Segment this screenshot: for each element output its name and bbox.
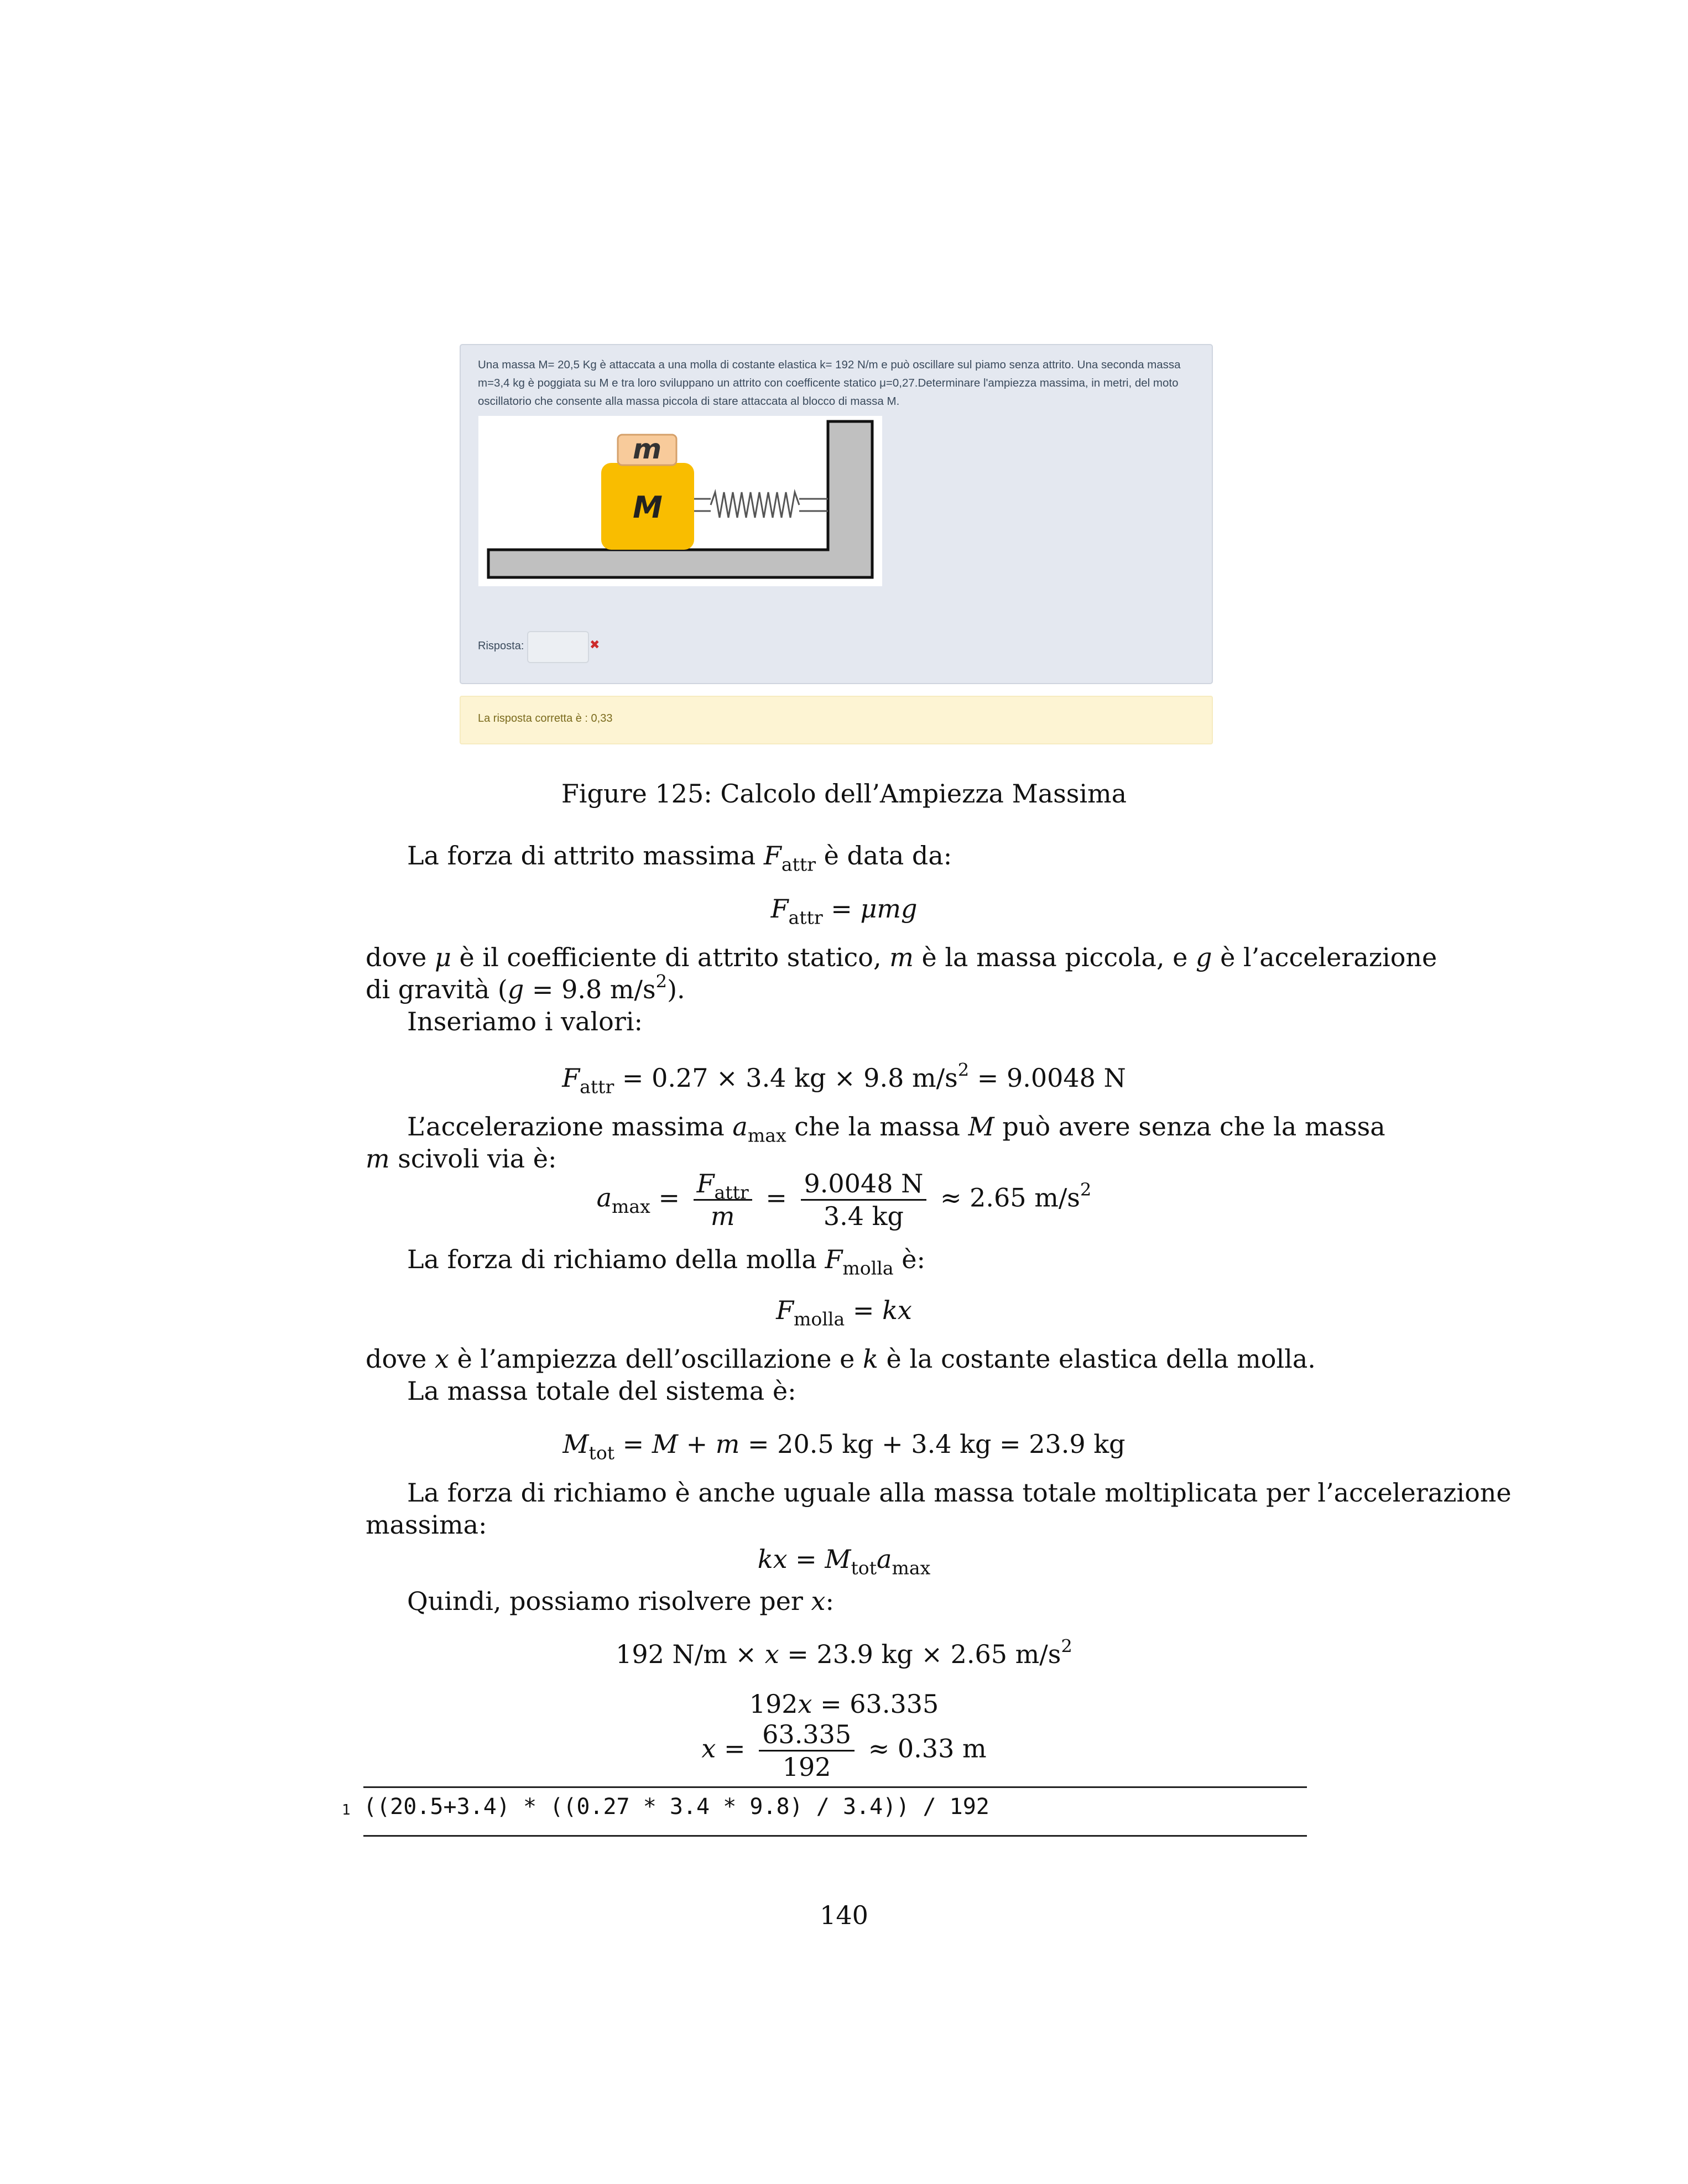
equation-product: 192x = 63.335 [749,1689,939,1719]
paragraph-1: La forza di attrito massima $F_{attr}$ è data da: [407,841,952,875]
page-number: 140 [820,1900,868,1930]
paragraph-7: La massa totale del sistema è: [407,1376,796,1406]
code-line-number: 1 [342,1802,351,1818]
spring-mass-diagram [478,416,882,586]
small-mass-label: m [632,433,662,465]
question-text: Una massa M= 20,5 Kg è attaccata a una molla di costante elastica k= 192 N/m e può oscillare sul piamo senza attrito. Una seconda massa m=3,4 kg è poggiata su M e tra loro sviluppano un attrito con coefficente statico μ=0,27.Determinare l'ampiezza massima, in metri, del moto oscillatorio che consente alla massa piccola di stare attaccata al blocco di massa M. [478,358,1181,408]
paragraph-8: La forza di richiamo è anche uguale alla massa totale moltiplicata per l’accelerazione [407,1478,1512,1508]
equation-friction-values: $F_{attr} = 0.27 \times 3.4$ kg × 9.8 $m/s^2 = 9.0048$ N [562,1059,1126,1098]
paragraph-8b: massima: [366,1510,487,1540]
spring [694,492,828,518]
equation-spring: $F_{molla}$ = kx [776,1295,912,1330]
equation-result: x = $\frac{63.335}{192}$ ≈ 0.33 m [701,1719,987,1782]
paragraph-2: dove μ è il coefficiente di attrito statico, m è la massa piccola, e g è l’accelerazione di gravità (g = 9.8 $m/s^2$). [366,942,1437,1004]
equation-balance: kx = $M_{tot}a_{max}$ [757,1544,931,1579]
equation-substitution: 192 N/m × x = 23.9 kg × 2.65 $m/s^2$ [616,1635,1072,1669]
paragraph-4b: m scivoli via è: [366,1144,557,1174]
close-icon: ✖ [590,638,600,652]
answer-label: Risposta: [478,640,524,652]
feedback-text: La risposta corretta è : 0,33 [478,712,613,724]
paragraph-9: Quindi, possiamo risolvere per x: [407,1586,834,1616]
paragraph-5: La forza di richiamo della molla $F_{molla}$ è: [407,1244,925,1279]
big-mass-label: M [633,490,663,525]
code-bottom-rule [363,1835,1307,1837]
answer-input[interactable] [527,631,589,663]
equation-acceleration: $a_{max}$ = $\frac{F_{attr}}{m}$ = $\frac{9.0048 N}{3.4 kg}$ ≈ 2.65 $m/s^2$ [596,1169,1092,1231]
code-top-rule [363,1786,1307,1788]
figure-caption: Figure 125: Calcolo dell’Ampiezza Massima [561,779,1127,809]
paragraph-3: Inseriamo i valori: [407,1007,643,1036]
code-line: ((20.5+3.4) * ((0.27 * 3.4 * 9.8) / 3.4)) / 192 [363,1794,989,1820]
paragraph-4: L’accelerazione massima $a_{max}$ che la massa M può avere senza che la massa [407,1112,1385,1146]
equation-total-mass: $M_{tot} = M + m = 20.5$ kg + 3.4 kg = 23.9 kg [562,1429,1126,1464]
paragraph-6: dove x è l’ampiezza dell’oscillazione e k è la costante elastica della molla. [366,1344,1316,1374]
equation-friction: $F_{attr} = \mu mg$ [770,894,918,929]
